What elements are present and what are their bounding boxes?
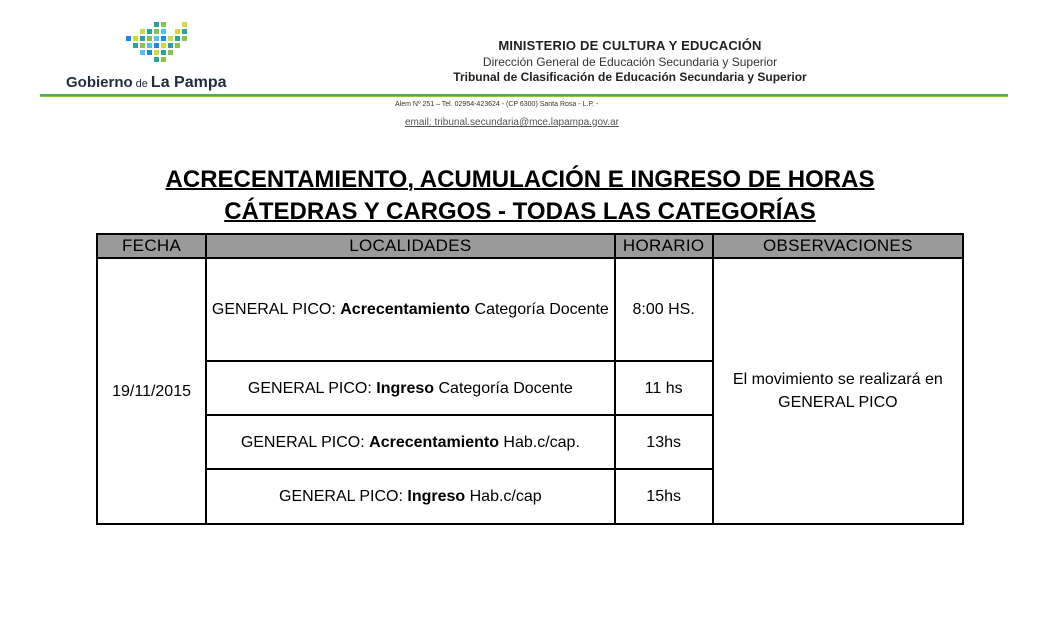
logo-square <box>154 29 159 34</box>
logo-square <box>175 29 180 34</box>
logo-square <box>147 36 152 41</box>
logo-square <box>154 43 159 48</box>
localidad-cell <box>206 415 614 469</box>
logo-square <box>161 36 166 41</box>
logo-square <box>161 50 166 55</box>
header-observaciones: OBSERVACIONES <box>713 234 963 258</box>
logo-square <box>154 57 159 62</box>
horario-cell: 8:00 HS. <box>615 258 713 361</box>
logo-square <box>147 50 152 55</box>
table-header-row <box>97 234 963 258</box>
logo-square <box>175 43 180 48</box>
logo-de: de <box>135 78 148 90</box>
logo-square <box>147 43 152 48</box>
category: Hab.c/cap. <box>498 433 580 451</box>
logo-square <box>140 43 145 48</box>
category: Categoría Docente <box>470 301 609 318</box>
logo-square <box>182 29 187 34</box>
action: Acrecentamiento <box>369 433 499 451</box>
action: Ingreso <box>407 488 466 505</box>
action: Ingreso <box>376 379 435 397</box>
email-link[interactable]: email: tribunal.secundaria@mce.lapampa.gov.ar <box>405 117 619 128</box>
logo-square <box>147 29 152 34</box>
ministry-name: MINISTERIO DE CULTURA Y EDUCACIÓN <box>498 38 762 53</box>
category: Hab.c/cap <box>465 488 542 505</box>
logo-gobierno: Gobierno <box>66 74 133 91</box>
logo-square <box>133 43 138 48</box>
place: GENERAL PICO: <box>247 379 377 397</box>
tribunal-name: Tribunal de Clasificación de Educación Secundaria y Superior <box>453 70 807 84</box>
logo-square <box>182 36 187 41</box>
logo-square <box>154 50 159 55</box>
localidad-cell <box>206 469 614 524</box>
document-title <box>90 164 950 228</box>
logo-square <box>140 50 145 55</box>
title-line-2: CÁTEDRAS Y CARGOS - TODAS LAS CATEGORÍAS <box>224 198 816 225</box>
logo-square <box>161 43 166 48</box>
letterhead <box>410 38 850 84</box>
logo-square <box>140 29 145 34</box>
logo-wordmark <box>66 74 227 92</box>
localidad-cell <box>206 258 614 361</box>
header-horario: HORARIO <box>615 234 713 258</box>
logo-square <box>140 36 145 41</box>
logo-square <box>182 22 187 27</box>
address-line: Alem Nº 251 – Tel. 02954-423624 - (CP 6300) Santa Rosa - L.P. - <box>395 101 599 108</box>
logo-square <box>154 36 159 41</box>
logo-pampa: La Pampa <box>150 74 227 91</box>
place: GENERAL PICO: <box>279 488 408 505</box>
logo-square <box>168 50 173 55</box>
gobierno-la-pampa-logo <box>66 18 251 96</box>
logo-square <box>168 43 173 48</box>
action: Acrecentamiento <box>340 301 471 318</box>
logo-mark-icon <box>126 18 186 68</box>
title-line-1: ACRECENTAMIENTO, ACUMULACIÓN E INGRESO DE HORAS <box>165 166 875 193</box>
observaciones-cell: El movimiento se realizará en GENERAL PICO <box>713 258 963 524</box>
place: GENERAL PICO: <box>240 433 370 451</box>
header-rule-light <box>40 96 1008 97</box>
horario-cell: 13hs <box>615 415 713 469</box>
logo-square <box>168 36 173 41</box>
localidad-cell <box>206 361 614 415</box>
logo-square <box>161 22 166 27</box>
logo-square <box>161 29 166 34</box>
logo-square <box>133 36 138 41</box>
header-localidades: LOCALIDADES <box>206 234 614 258</box>
logo-square <box>154 22 159 27</box>
table-row <box>97 258 963 361</box>
fecha-cell: 19/11/2015 <box>97 258 206 524</box>
category: Categoría Docente <box>434 379 573 397</box>
logo-square <box>175 36 180 41</box>
place: GENERAL PICO: <box>211 301 341 318</box>
logo-square <box>126 36 131 41</box>
logo-square <box>161 57 166 62</box>
horario-cell: 11 hs <box>615 361 713 415</box>
schedule-table <box>96 233 964 525</box>
horario-cell: 15hs <box>615 469 713 524</box>
header-fecha: FECHA <box>97 234 206 258</box>
direction-name: Dirección General de Educación Secundaria y Superior <box>482 55 778 69</box>
